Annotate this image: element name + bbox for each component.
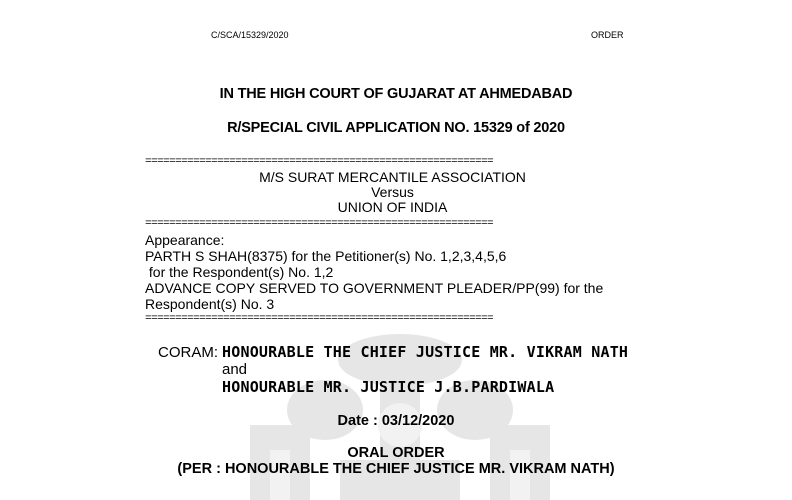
judge-chief-justice: HONOURABLE THE CHIEF JUSTICE MR. VIKRAM NATH	[222, 343, 629, 361]
coram-label: CORAM:	[158, 344, 218, 361]
court-name: IN THE HIGH COURT OF GUJARAT AT AHMEDABAD	[219, 86, 573, 102]
separator-line: ==========================================================	[145, 220, 494, 230]
document-type: ORDER	[591, 30, 624, 40]
separator-line: ==========================================================	[145, 158, 494, 168]
order-title: ORAL ORDER	[347, 445, 445, 461]
petitioner-name: M/S SURAT MERCANTILE ASSOCIATION	[259, 169, 526, 185]
order-author: (PER : HONOURABLE THE CHIEF JUSTICE MR. VIKRAM NATH)	[177, 461, 615, 477]
coram-conjunction: and	[222, 361, 248, 378]
appearance-line: PARTH S SHAH(8375) for the Petitioner(s) No. 1,2,3,4,5,6	[145, 248, 507, 264]
judge-justice: HONOURABLE MR. JUSTICE J.B.PARDIWALA	[222, 378, 555, 396]
appearance-line: Respondent(s) No. 3	[145, 296, 275, 312]
separator-line: ==========================================================	[145, 315, 494, 325]
appearance-label: Appearance:	[145, 232, 225, 248]
order-date: Date : 03/12/2020	[337, 413, 455, 429]
respondent-name: UNION OF INDIA	[337, 199, 448, 215]
appearance-line: ADVANCE COPY SERVED TO GOVERNMENT PLEADER/PP(99) for the	[145, 280, 604, 296]
case-reference: C/SCA/15329/2020	[211, 30, 289, 40]
application-number: R/SPECIAL CIVIL APPLICATION NO. 15329 of 2020	[227, 120, 565, 136]
appearance-line: for the Respondent(s) No. 1,2	[145, 264, 334, 280]
versus-label: Versus	[371, 184, 414, 200]
